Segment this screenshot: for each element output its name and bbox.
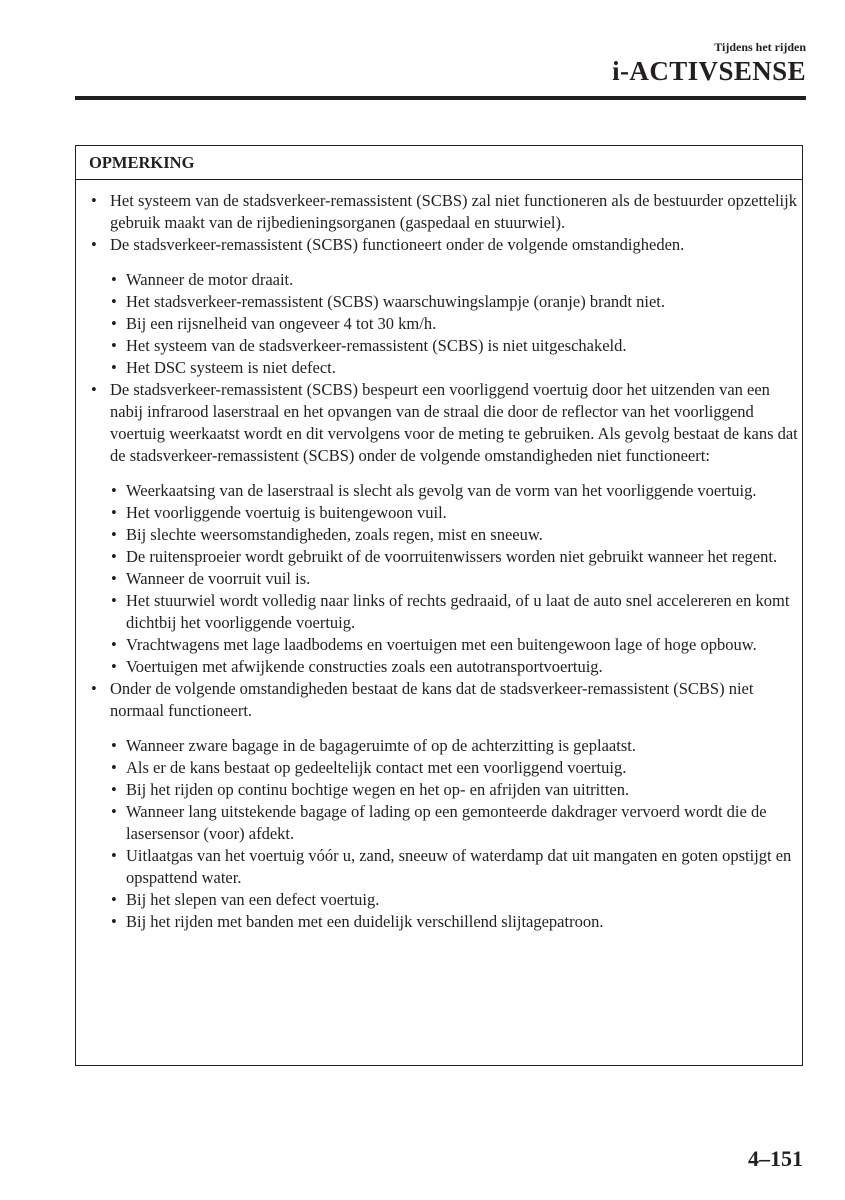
note-item-text: De stadsverkeer-remassistent (SCBS) bespeurt een voorliggend voertuig door het uitzenden van een nabij infrarood laserstraal en het opvangen van de straal die door de reflector van het voorliggend voertuig weerkaatst wordt en dit vervolgens voor de meting te gebruiken. Als gevolg bestaat de kans dat de stadsverkeer-remassistent (SCBS) onder de volgende omstandigheden niet functioneert:	[110, 380, 798, 465]
note-body	[76, 180, 802, 933]
note-subitem	[91, 357, 798, 379]
bullet: •	[111, 547, 117, 566]
note-subitem	[91, 269, 798, 291]
note-item	[91, 678, 798, 722]
bullet: •	[91, 191, 97, 210]
note-subitem	[91, 889, 798, 911]
bullet: •	[111, 503, 117, 522]
bullet: •	[111, 314, 117, 333]
bullet: •	[91, 380, 97, 399]
bullet: •	[111, 358, 117, 377]
note-subitem	[91, 524, 798, 546]
note-subitem-text: Uitlaatgas van het voertuig vóór u, zand, sneeuw of waterdamp dat uit mangaten en goten opstijgt en opspattend water.	[126, 846, 792, 887]
note-subitem-text: Als er de kans bestaat op gedeeltelijk contact met een voorliggend voertuig.	[126, 758, 627, 777]
note-subitem	[91, 568, 798, 590]
bullet: •	[111, 912, 117, 931]
bullet: •	[111, 802, 117, 821]
note-box	[75, 145, 803, 1066]
note-subitem-text: Vrachtwagens met lage laadbodems en voertuigen met een buitengewoon lage of hoge opbouw.	[126, 635, 757, 654]
note-item	[91, 379, 798, 467]
note-subitem-text: Het stuurwiel wordt volledig naar links of rechts gedraaid, of u laat de auto snel accelereren en komt dichtbij het voorliggende voertuig.	[126, 591, 790, 632]
bullet: •	[111, 591, 117, 610]
note-item	[91, 234, 798, 256]
bullet: •	[111, 758, 117, 777]
note-subitem	[91, 335, 798, 357]
section-title: Tijdens het rijden	[714, 40, 806, 54]
note-subitem	[91, 634, 798, 656]
note-subitem-text: Voertuigen met afwijkende constructies zoals een autotransportvoertuig.	[126, 657, 603, 676]
bullet: •	[111, 292, 117, 311]
note-subitem-text: Het systeem van de stadsverkeer-remassistent (SCBS) is niet uitgeschakeld.	[126, 336, 627, 355]
note-subitem-text: Bij een rijsnelheid van ongeveer 4 tot 30 km/h.	[126, 314, 437, 333]
bullet: •	[111, 780, 117, 799]
note-subitem	[91, 757, 798, 779]
note-heading: OPMERKING	[76, 146, 802, 180]
note-subitem	[91, 779, 798, 801]
bullet: •	[111, 270, 117, 289]
note-subitem-text: Bij het rijden op continu bochtige wegen en het op- en afrijden van uitritten.	[126, 780, 630, 799]
note-subitem	[91, 590, 798, 634]
note-subitem-text: Wanneer de motor draait.	[126, 270, 294, 289]
bullet: •	[111, 336, 117, 355]
bullet: •	[111, 569, 117, 588]
note-subitem	[91, 480, 798, 502]
note-subitem	[91, 656, 798, 678]
bullet: •	[111, 525, 117, 544]
note-item-text: Het systeem van de stadsverkeer-remassistent (SCBS) zal niet functioneren als de bestuurder opzettelijk gebruik maakt van de rijbedieningsorganen (gaspedaal en stuurwiel).	[110, 191, 797, 232]
bullet: •	[111, 481, 117, 500]
bullet: •	[91, 235, 97, 254]
note-subitem	[91, 313, 798, 335]
note-subitem-text: Bij slechte weersomstandigheden, zoals regen, mist en sneeuw.	[126, 525, 543, 544]
header-rule	[75, 96, 806, 100]
note-subitem	[91, 911, 798, 933]
note-subitem-text: Het DSC systeem is niet defect.	[126, 358, 336, 377]
note-subitem	[91, 735, 798, 757]
bullet: •	[111, 736, 117, 755]
note-subitem-text: Het voorliggende voertuig is buitengewoon vuil.	[126, 503, 447, 522]
note-item-text: De stadsverkeer-remassistent (SCBS) functioneert onder de volgende omstandigheden.	[110, 235, 685, 254]
note-subitem-text: Wanneer de voorruit vuil is.	[126, 569, 311, 588]
note-subitem	[91, 291, 798, 313]
bullet: •	[91, 679, 97, 698]
note-subitem	[91, 502, 798, 524]
note-subitem-text: De ruitensproeier wordt gebruikt of de voorruitenwissers worden niet gebruikt wanneer het regent.	[126, 547, 778, 566]
note-subitem-text: Wanneer zware bagage in de bagageruimte of op de achterzitting is geplaatst.	[126, 736, 636, 755]
bullet: •	[111, 635, 117, 654]
note-subitem	[91, 546, 798, 568]
bullet: •	[111, 846, 117, 865]
note-subitem-text: Bij het slepen van een defect voertuig.	[126, 890, 380, 909]
note-item-text: Onder de volgende omstandigheden bestaat de kans dat de stadsverkeer-remassistent (SCBS) niet normaal functioneert.	[110, 679, 754, 720]
bullet: •	[111, 890, 117, 909]
note-subitem	[91, 801, 798, 845]
note-subitem-text: Het stadsverkeer-remassistent (SCBS) waarschuwingslampje (oranje) brandt niet.	[126, 292, 665, 311]
note-subitem-text: Bij het rijden met banden met een duidelijk verschillend slijtagepatroon.	[126, 912, 604, 931]
note-subitem-text: Weerkaatsing van de laserstraal is slecht als gevolg van de vorm van het voorliggende voertuig.	[126, 481, 757, 500]
chapter-title: i-ACTIVSENSE	[612, 56, 806, 86]
note-subitem-text: Wanneer lang uitstekende bagage of lading op een gemonteerde dakdrager vervoerd wordt die de lasersensor (voor) afdekt.	[126, 802, 767, 843]
note-subitem	[91, 845, 798, 889]
note-item	[91, 190, 798, 234]
bullet: •	[111, 657, 117, 676]
page-number: 4–151	[748, 1146, 803, 1171]
